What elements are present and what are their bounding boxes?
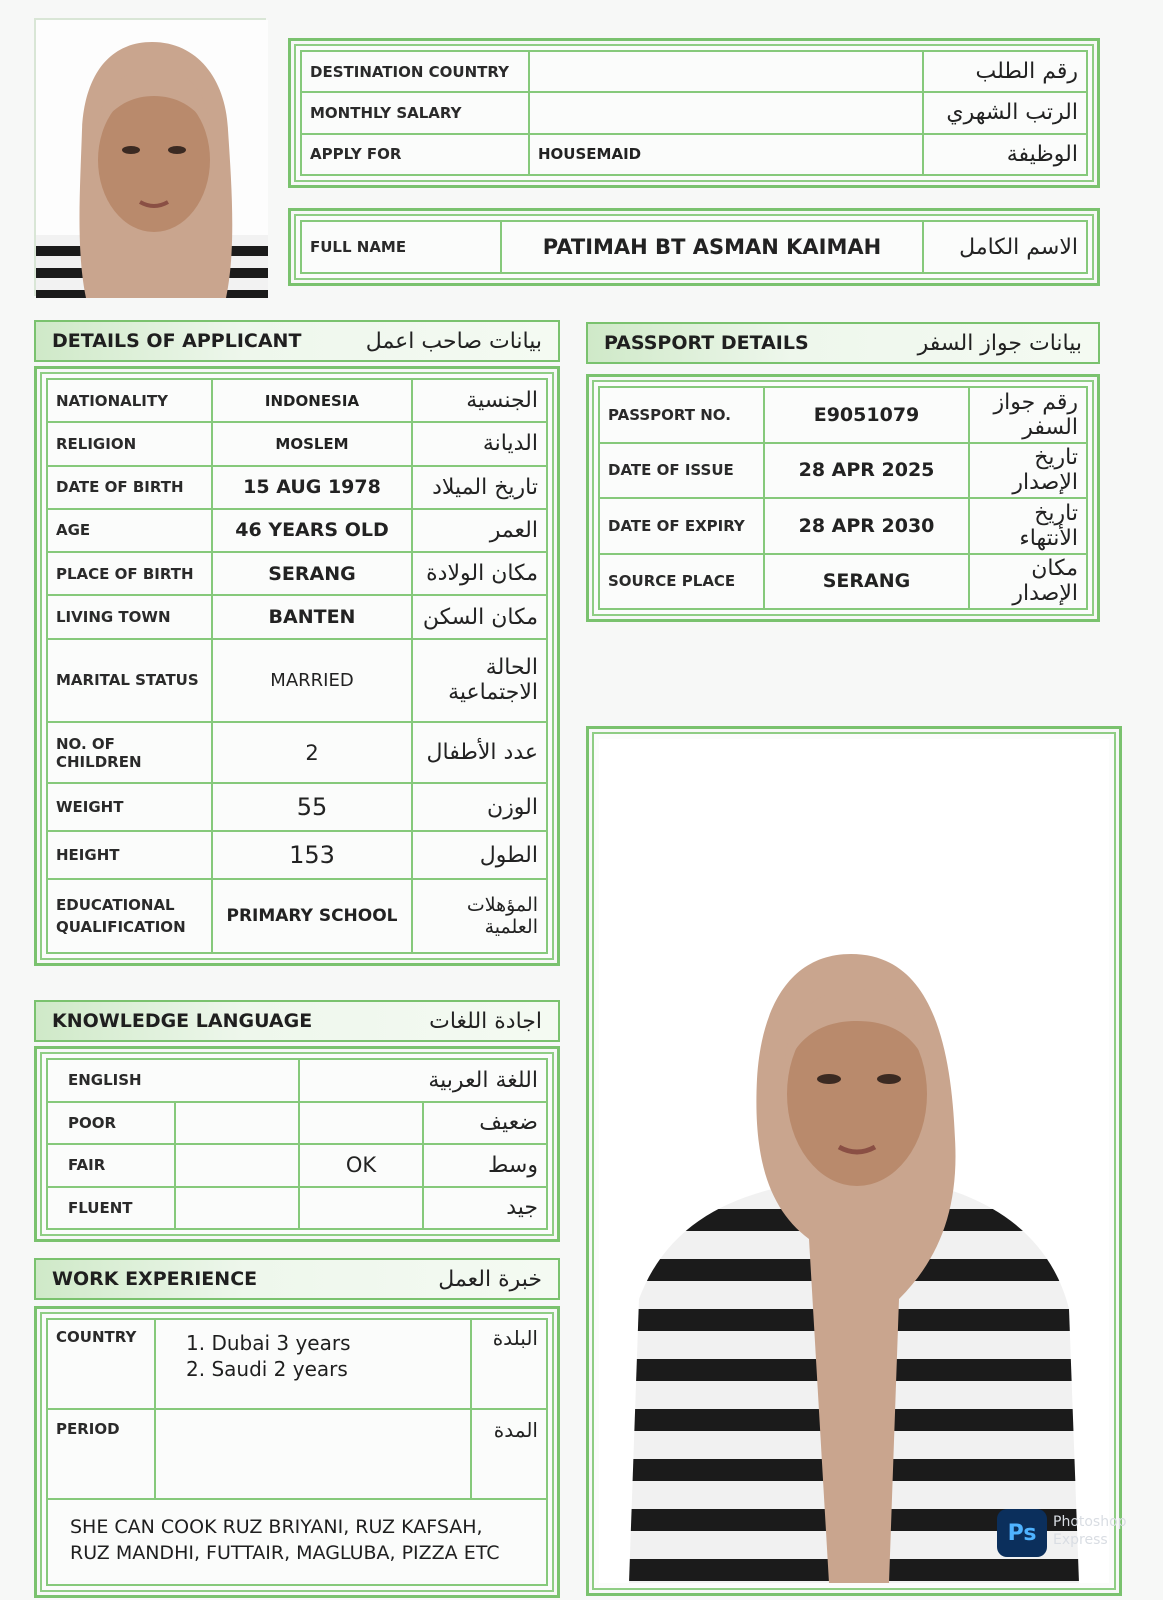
height-value: 153 [212,831,412,879]
marital-status-arabic: الحالة الاجتماعية [412,639,547,722]
table-row [47,879,547,953]
table-row [599,443,1087,499]
country-value [155,1319,471,1409]
dob-value: 15 AUG 1978 [212,466,412,509]
nationality-label: NATIONALITY [47,379,212,422]
passport-table [598,386,1088,610]
height-label: HEIGHT [47,831,212,879]
language-table [46,1058,548,1230]
table-row [47,422,547,465]
table-row [47,1144,547,1187]
portrait-small-image [36,20,268,298]
table-row [47,639,547,722]
dob-arabic: تاريخ الميلاد [412,466,547,509]
details-title-arabic: بيانات صاحب اعمل [365,328,542,354]
fair-english-cell [175,1144,299,1187]
poor-english-cell [175,1102,299,1145]
nationality-value: INDONESIA [212,379,412,422]
work-notes [47,1499,547,1585]
table-row [47,379,547,422]
destination-country-value [529,51,923,92]
table-row [47,831,547,879]
fluent-arabic: جيد [423,1187,547,1230]
table-row [47,1499,547,1585]
poor-english-value [299,1102,423,1145]
full-body-photo-panel [586,726,1127,1596]
table-row [301,51,1087,92]
religion-value: MOSLEM [212,422,412,465]
passport-title-arabic: بيانات جواز السفر [917,330,1082,356]
fair-arabic: وسط [423,1144,547,1187]
table-row [599,554,1087,610]
full-name-panel [288,208,1100,286]
passport-panel [586,374,1100,622]
details-table [46,378,548,954]
children-label: NO. OF CHILDREN [47,722,212,783]
table-row [47,1409,547,1499]
monthly-salary-value [529,92,923,133]
destination-country-label: DESTINATION COUNTRY [301,51,529,92]
language-panel [34,1046,560,1242]
source-place-label: SOURCE PLACE [599,554,764,610]
country-line-1: 1. Dubai 3 years [186,1331,351,1355]
country-label: COUNTRY [47,1319,155,1409]
source-place-value: SERANG [764,554,969,610]
dob-label: DATE OF BIRTH [47,466,212,509]
work-table [46,1318,548,1586]
education-label: EDUCATIONAL QUALIFICATION [47,879,212,953]
work-notes-line-2: RUZ MANDHI, FUTTAIR, MAGLUBA, PIZZA ETC [70,1542,500,1564]
details-header [34,320,560,362]
weight-label: WEIGHT [47,783,212,831]
passport-title: PASSPORT DETAILS [604,332,809,354]
education-arabic: المؤهلات العلمية [412,879,547,953]
english-label: ENGLISH [47,1059,299,1102]
table-row [47,552,547,595]
children-arabic: عدد الأطفال [412,722,547,783]
marital-status-value: MARRIED [212,639,412,722]
table-row [301,134,1087,175]
table-row [47,466,547,509]
weight-arabic: الوزن [412,783,547,831]
fluent-english-value [299,1187,423,1230]
table-row [301,221,1087,273]
table-row [47,1102,547,1145]
passport-header [586,322,1100,364]
source-place-arabic: مكان الإصدار [969,554,1087,610]
education-value: PRIMARY SCHOOL [212,879,412,953]
details-panel [34,366,560,966]
religion-label: RELIGION [47,422,212,465]
watermark-line-2: Express [1053,1532,1108,1548]
applicant-portrait-small [34,18,266,296]
date-of-issue-arabic: تاريخ الإصدار [969,443,1087,499]
age-arabic: العمر [412,509,547,552]
fair-english-value: OK [299,1144,423,1187]
work-title-arabic: خبرة العمل [438,1266,542,1292]
living-town-value: BANTEN [212,595,412,638]
watermark-line-1: Photoshop [1053,1514,1127,1530]
table-row [47,1319,547,1409]
table-row [47,595,547,638]
place-of-birth-value: SERANG [212,552,412,595]
weight-value: 55 [212,783,412,831]
full-name-arabic: الاسم الكامل [923,221,1087,273]
date-of-expiry-arabic: تاريخ الأنتهاء [969,498,1087,554]
table-row [599,498,1087,554]
table-row [47,783,547,831]
job-info-panel [288,38,1100,188]
job-info-table [300,50,1088,176]
photoshop-express-badge [997,1509,1047,1557]
children-value: 2 [212,722,412,783]
period-value [155,1409,471,1499]
poor-arabic: ضعيف [423,1102,547,1145]
country-arabic: البلدة [471,1319,547,1409]
language-header [34,1000,560,1042]
passport-no-value: E9051079 [764,387,969,443]
nationality-arabic: الجنسية [412,379,547,422]
work-notes-line-1: SHE CAN COOK RUZ BRIYANI, RUZ KAFSAH, [70,1516,483,1538]
monthly-salary-arabic: الرتب الشهري [923,92,1087,133]
full-name-label: FULL NAME [301,221,501,273]
photoshop-express-watermark [1053,1513,1127,1549]
language-title-arabic: اجادة اللغات [429,1008,542,1034]
full-name-table [300,220,1088,274]
apply-for-value: HOUSEMAID [529,134,923,175]
apply-for-label: APPLY FOR [301,134,529,175]
full-body-photo [599,739,1127,1583]
table-row [47,1059,547,1102]
arabic-language-label: اللغة العربية [299,1059,547,1102]
country-line-2: 2. Saudi 2 years [186,1357,348,1381]
destination-country-arabic: رقم الطلب [923,51,1087,92]
date-of-issue-label: DATE OF ISSUE [599,443,764,499]
religion-arabic: الديانة [412,422,547,465]
height-arabic: الطول [412,831,547,879]
full-body-photo-image [599,739,1109,1583]
language-title: KNOWLEDGE LANGUAGE [52,1010,313,1032]
place-of-birth-arabic: مكان الولادة [412,552,547,595]
place-of-birth-label: PLACE OF BIRTH [47,552,212,595]
fluent-label: FLUENT [47,1187,175,1230]
date-of-expiry-label: DATE OF EXPIRY [599,498,764,554]
work-title: WORK EXPERIENCE [52,1268,258,1290]
passport-no-arabic: رقم جواز السفر [969,387,1087,443]
work-header [34,1258,560,1300]
table-row [47,509,547,552]
details-title: DETAILS OF APPLICANT [52,330,302,352]
table-row [301,92,1087,133]
living-town-label: LIVING TOWN [47,595,212,638]
date-of-expiry-value: 28 APR 2030 [764,498,969,554]
table-row [47,722,547,783]
fair-label: FAIR [47,1144,175,1187]
monthly-salary-label: MONTHLY SALARY [301,92,529,133]
marital-status-label: MARITAL STATUS [47,639,212,722]
date-of-issue-value: 28 APR 2025 [764,443,969,499]
poor-label: POOR [47,1102,175,1145]
photoshop-badge-text: Ps [1007,1520,1037,1546]
fluent-english-cell [175,1187,299,1230]
age-value: 46 YEARS OLD [212,509,412,552]
table-row [47,1187,547,1230]
living-town-arabic: مكان السكن [412,595,547,638]
passport-no-label: PASSPORT NO. [599,387,764,443]
age-label: AGE [47,509,212,552]
period-arabic: المدة [471,1409,547,1499]
period-label: PERIOD [47,1409,155,1499]
table-row [599,387,1087,443]
apply-for-arabic: الوظيفة [923,134,1087,175]
full-name-value: PATIMAH BT ASMAN KAIMAH [501,221,923,273]
work-panel [34,1306,560,1598]
